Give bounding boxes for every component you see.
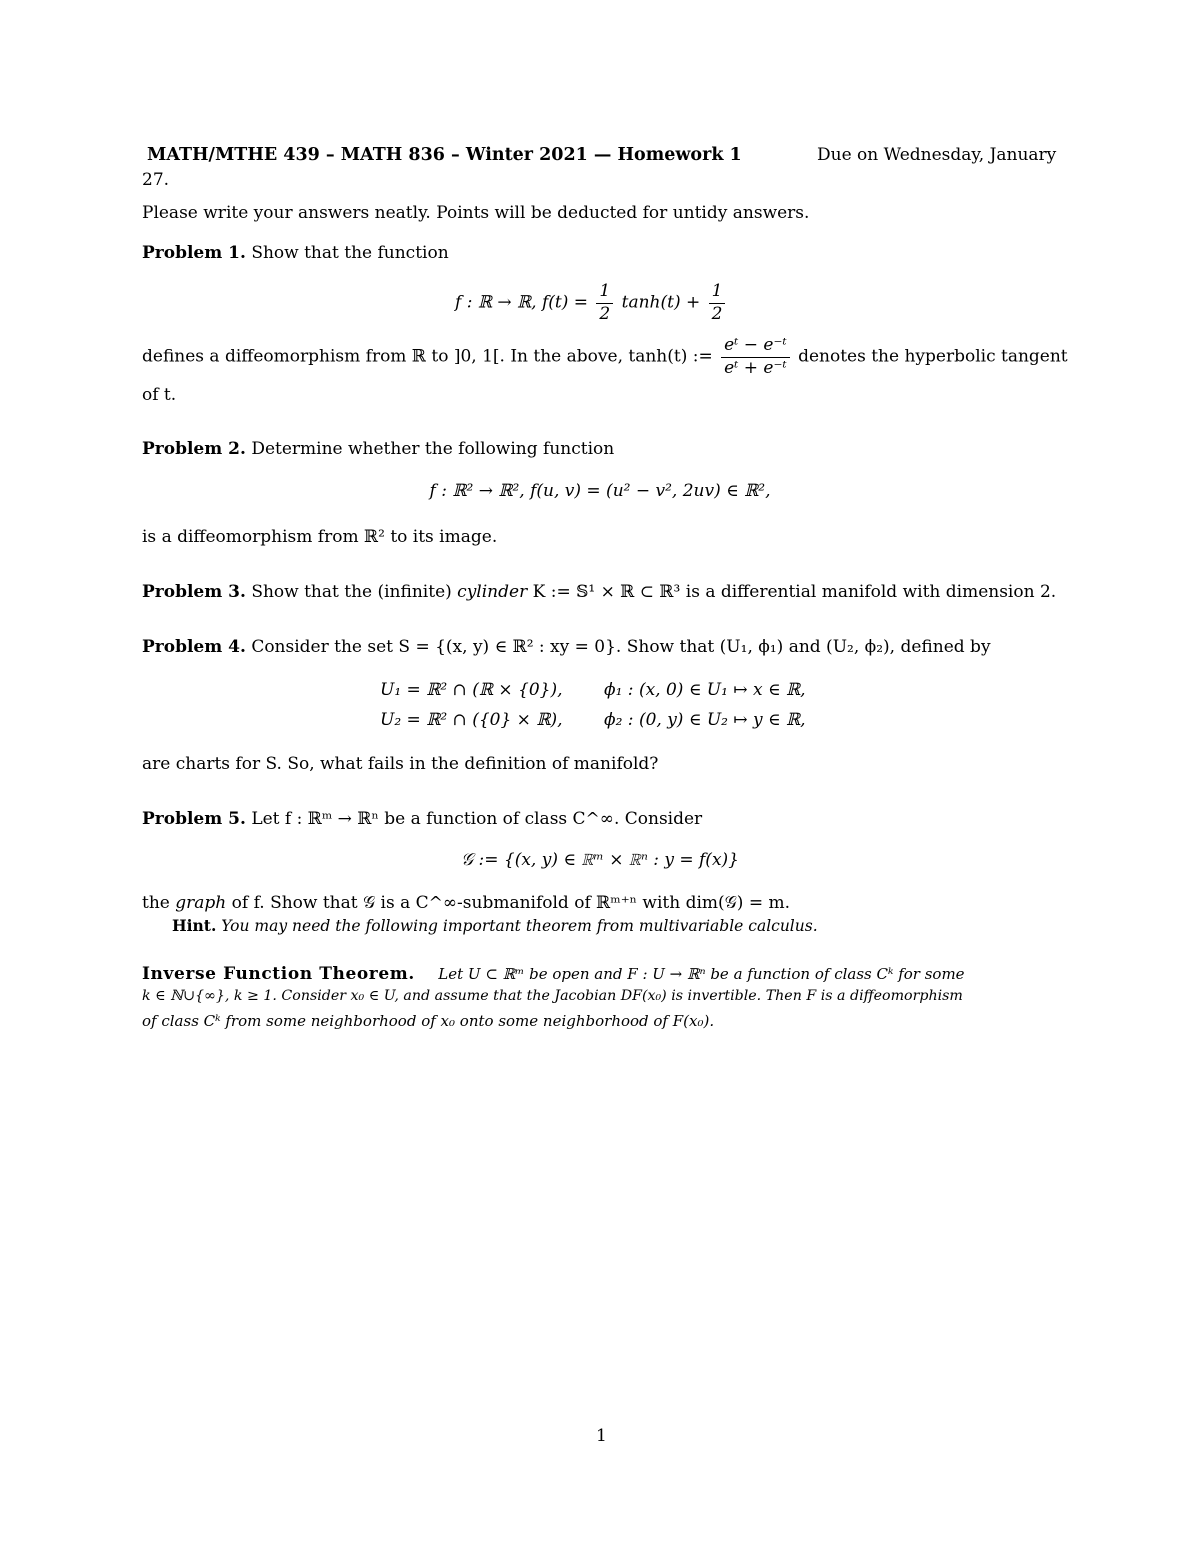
problem4-statement xyxy=(142,637,991,657)
problem5-graph-a: the xyxy=(142,893,170,913)
problem4-row2-right: ϕ₂ : (0, y) ∈ U₂ ↦ y ∈ ℝ, xyxy=(604,710,806,730)
problem1-tanh-term: tanh(t) + xyxy=(621,292,701,313)
frac-numerator: 1 xyxy=(596,282,613,304)
problem5-graph-b: of f. Show that 𝒢 is a C^∞-submanifold of ℝᵐ⁺ⁿ with dim(𝒢) = m. xyxy=(231,893,790,913)
problem1-statement xyxy=(142,243,449,263)
problem5-formula: 𝒢 := {(x, y) ∈ ℝᵐ × ℝⁿ : y = f(x)} xyxy=(461,850,739,870)
problem1-half-fraction xyxy=(596,282,613,324)
problem3-text-b: K := 𝕊¹ × ℝ ⊂ ℝ³ is a differential manifold with dimension 2. xyxy=(532,582,1057,602)
problem4-row2-left: U₂ = ℝ² ∩ ({0} × ℝ), xyxy=(380,710,563,730)
problem2-label: Problem 2. xyxy=(142,439,246,459)
problem1-intro: Show that the function xyxy=(251,243,449,263)
homework-title: MATH/MTHE 439 – MATH 836 – Winter 2021 — Homework 1 xyxy=(147,145,742,165)
problem4-row1-right: ϕ₁ : (x, 0) ∈ U₁ ↦ x ∈ ℝ, xyxy=(604,680,806,700)
due-date-line1: Due on Wednesday, January xyxy=(817,145,1057,165)
problem2-intro: Determine whether the following function xyxy=(251,439,615,459)
problem1-text-before: defines a diffeomorphism from ℝ to ]0, 1[. In the above, tanh(t) := xyxy=(142,346,713,367)
problem2-after: is a diffeomorphism from ℝ² to its image. xyxy=(142,527,498,547)
problem3-statement xyxy=(142,582,1056,602)
due-date-line2: 27. xyxy=(142,170,170,190)
problem1-label: Problem 1. xyxy=(142,243,246,263)
problem5-graph-word: graph xyxy=(175,893,227,913)
problem5-intro: Let f : ℝᵐ → ℝⁿ be a function of class C^∞. Consider xyxy=(251,809,703,829)
problem1-formula-left: f : ℝ → ℝ, f(t) = xyxy=(455,292,588,313)
problem4-label: Problem 4. xyxy=(142,637,246,657)
frac-denominator: eᵗ + e⁻ᵗ xyxy=(724,357,787,378)
theorem-label: Inverse Function Theorem. xyxy=(142,964,415,984)
problem4-row1-left: U₁ = ℝ² ∩ (ℝ × {0}), xyxy=(380,680,563,700)
problem2-statement xyxy=(142,439,614,459)
problem3-label: Problem 3. xyxy=(142,582,246,602)
hint-label: Hint. xyxy=(172,916,217,935)
problem5-hint xyxy=(172,917,818,936)
problem1-text-after: denotes the hyperbolic tangent xyxy=(798,346,1068,367)
page-number: 1 xyxy=(596,1426,607,1446)
theorem-line1-wrap xyxy=(142,964,965,984)
problem1-half-fraction-2 xyxy=(709,282,726,324)
instructions: Please write your answers neatly. Points will be deducted for untidy answers. xyxy=(142,203,810,223)
frac-denominator: 2 xyxy=(711,303,723,324)
problem1-definition-line xyxy=(142,336,1068,378)
hint-text: You may need the following important theorem from multivariable calculus. xyxy=(221,917,818,935)
problem5-statement xyxy=(142,809,702,829)
problem2-formula: f : ℝ² → ℝ², f(u, v) = (u² − v², 2uv) ∈ ℝ², xyxy=(429,481,771,501)
problem1-last-line: of t. xyxy=(142,385,177,405)
problem4-intro: Consider the set S = {(x, y) ∈ ℝ² : xy = 0}. Show that (U₁, ϕ₁) and (U₂, ϕ₂), defined by xyxy=(251,637,991,657)
theorem-line2: k ∈ ℕ∪{∞}, k ≥ 1. Consider x₀ ∈ U, and assume that the Jacobian DF(x₀) is invertible. Then F is a diffeomorphism xyxy=(142,988,963,1004)
theorem-line1: Let U ⊂ ℝᵐ be open and F : U → ℝⁿ be a function of class Cᵏ for some xyxy=(438,965,965,983)
frac-numerator: 1 xyxy=(709,282,726,304)
problem1-formula xyxy=(455,282,728,324)
problem5-graph-line xyxy=(142,893,790,913)
theorem-line3: of class Cᵏ from some neighborhood of x₀ onto some neighborhood of F(x₀). xyxy=(142,1012,715,1030)
tanh-definition-fraction xyxy=(721,336,790,378)
problem3-cylinder-word: cylinder xyxy=(457,582,528,602)
frac-denominator: 2 xyxy=(599,303,611,324)
problem3-text-a: Show that the (infinite) xyxy=(251,582,452,602)
problem4-after: are charts for S. So, what fails in the definition of manifold? xyxy=(142,754,659,774)
problem5-label: Problem 5. xyxy=(142,809,246,829)
frac-numerator: eᵗ − e⁻ᵗ xyxy=(721,336,790,358)
